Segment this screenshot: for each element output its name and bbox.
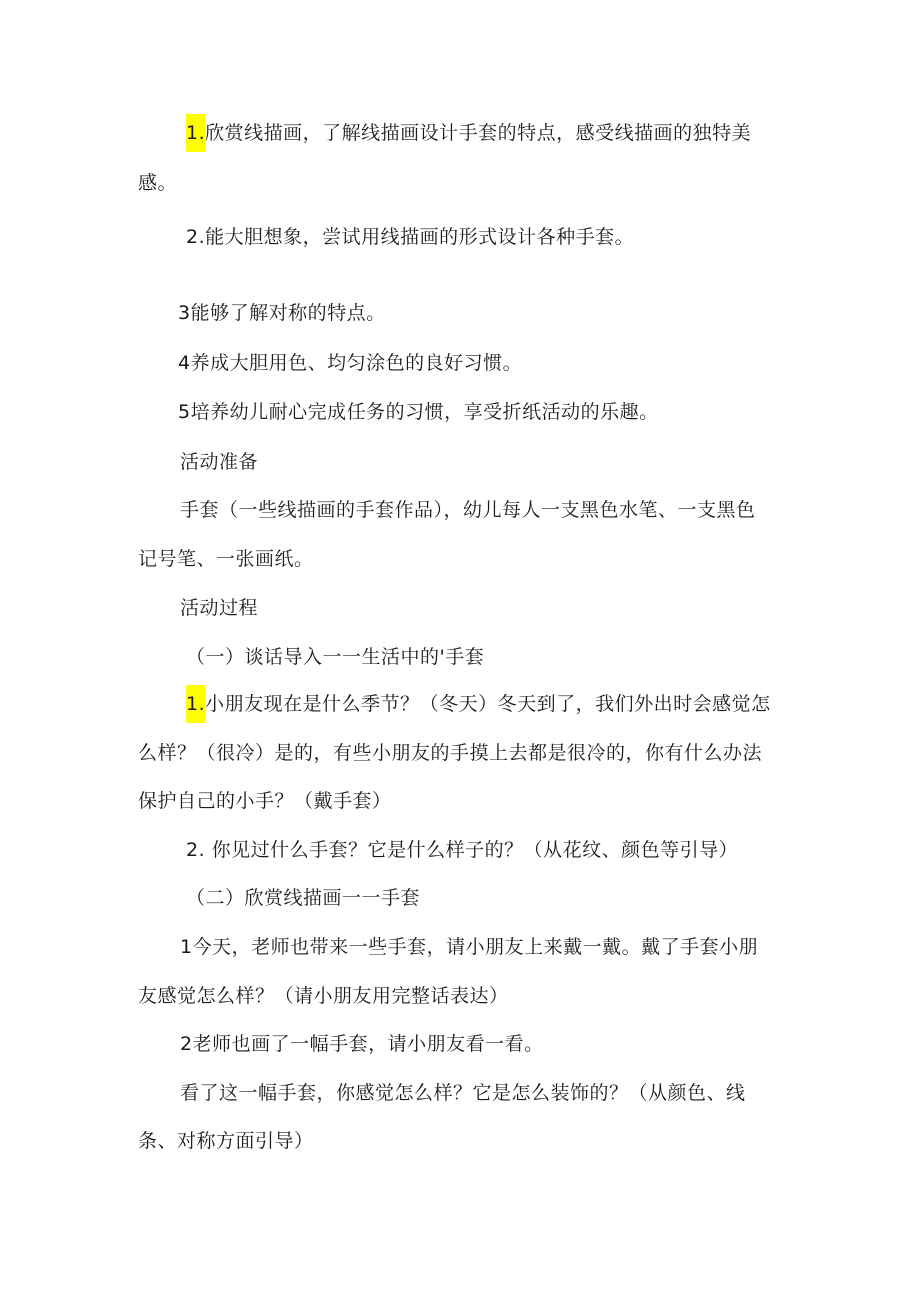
step-1-line-2: 友感觉怎么样？（请小朋友用完整话表达） [138,985,509,1007]
step-3-line-2: 条、对称方面引导） [138,1130,314,1152]
highlighted-number: 1. [186,685,205,723]
question-2: 2. 你见过什么手套？它是什么样子的？（从花纹、颜色等引导） [186,839,739,861]
prep-text-line-1: 手套（一些线描画的手套作品），幼儿每人一支黑色水笔、一支黑色 [180,499,756,521]
part-2-heading: （二）欣赏线描画一一手套 [186,887,421,909]
goal-1-text: 欣赏线描画，了解线描画设计手套的特点，感受线描画的独特美 [205,122,752,144]
goal-5: 5培养幼儿耐心完成任务的习惯，享受折纸活动的乐趣。 [178,401,659,423]
goal-3: 3能够了解对称的特点。 [178,302,386,324]
process-heading: 活动过程 [180,597,259,619]
part-1-heading: （一）谈话导入一一生活中的'手套 [186,646,485,668]
prep-text-line-2: 记号笔、一张画纸。 [138,548,314,570]
goal-1-line-2: 感。 [138,172,178,194]
question-1-line-3: 保护自己的小手？（戴手套） [138,790,392,812]
question-1-text: 小朋友现在是什么季节？（冬天）冬天到了，我们外出时会感觉怎 [205,693,771,715]
question-1-line-1 [186,692,771,716]
goal-2: 2.能大胆想象，尝试用线描画的形式设计各种手套。 [186,226,635,248]
step-3-line-1: 看了这一幅手套，你感觉怎么样？它是怎么装饰的？（从颜色、线 [180,1082,746,1104]
highlighted-number: 1. [186,114,205,152]
goal-4: 4养成大胆用色、均匀涂色的良好习惯。 [178,352,523,374]
step-2: 2老师也画了一幅手套，请小朋友看一看。 [180,1033,544,1055]
goal-1-line-1 [186,121,751,145]
prep-heading: 活动准备 [180,451,259,473]
question-1-line-2: 么样？（很冷）是的，有些小朋友的手摸上去都是很冷的，你有什么办法 [138,742,763,764]
step-1-line-1: 1今天，老师也带来一些手套，请小朋友上来戴一戴。戴了手套小朋 [180,936,759,958]
